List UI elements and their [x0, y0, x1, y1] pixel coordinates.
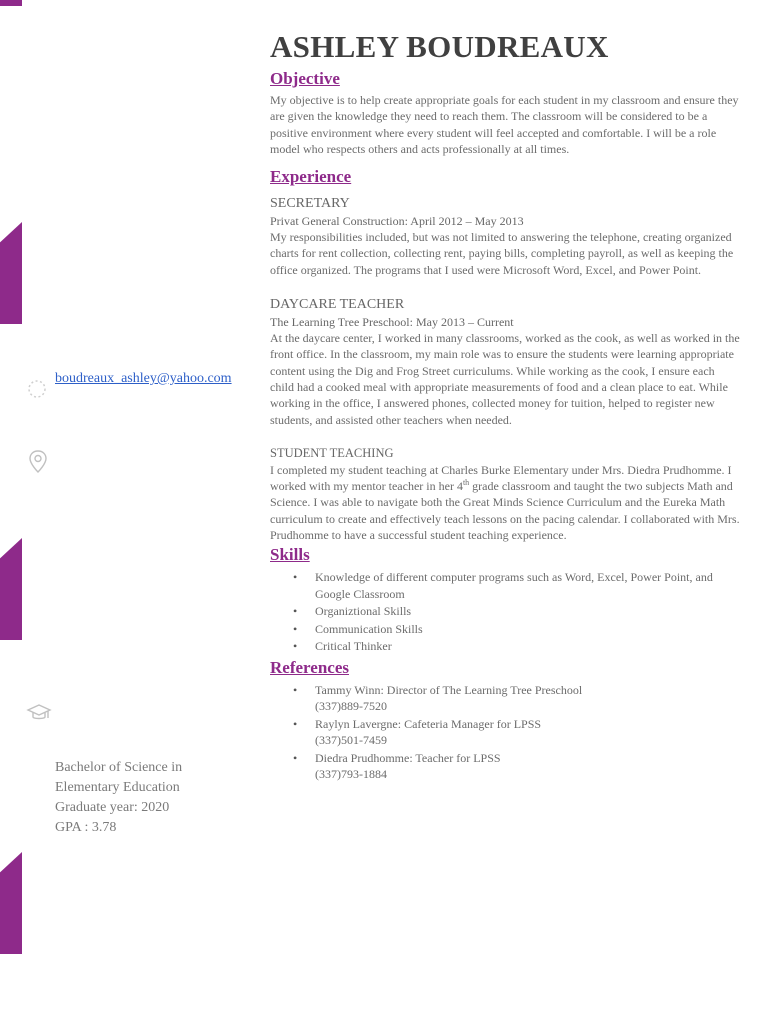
- job-employer: The Learning Tree Preschool: May 2013 – Current: [270, 315, 514, 330]
- skill-item: • Organiztional Skills: [315, 603, 740, 620]
- skill-item: • Knowledge of different computer programs such as Word, Excel, Power Point, and Google Classroom: [315, 569, 740, 602]
- email-link[interactable]: boudreaux_ashley@yahoo.com: [55, 371, 232, 386]
- skills-heading: Skills: [270, 545, 310, 565]
- job-title: SECRETARY: [270, 196, 350, 212]
- side-accent-bar: [0, 852, 22, 954]
- job-description: At the daycare center, I worked in many classrooms, worked as the cook, as well as worked in the front office. In the classroom, my main role was to ensure the students were learning appropriate content using the Dig and Frog Street curriculums. While working as the cook, I ensure each child had a cooked meal with appropriate measurements of food and a clean place to eat. While working in the office, I answered phones, collected money for tuition, helped to register new students, and assisted other teachers when needed.: [270, 331, 740, 427]
- reference-phone: (337)889-7520: [315, 699, 387, 714]
- job-entry: [270, 195, 740, 278]
- reference-name: Tammy Winn: Director of The Learning Tree Preschool: [315, 682, 583, 697]
- skills-list: [270, 569, 740, 655]
- objective-text: My objective is to help create appropriate goals for each student in my classroom and ensure they are given the knowledge they need to reach them. The classroom will be considered to be a positive environment where every student will feel accepted and comfortable. I will be a role model who respects others and acts professionally at all times.: [270, 93, 739, 156]
- job-description: My responsibilities included, but was not limited to answering the telephone, creating organized charts for rent collection, collecting rent, paying bills, completing payroll, as well as keeping the office organized. The programs that I used were Microsoft Word, Excel, and Power Point.: [270, 230, 734, 277]
- reference-item: [315, 750, 740, 783]
- reference-name: Raylyn Lavergne: Cafeteria Manager for LPSS: [315, 716, 542, 731]
- job-entry: [270, 296, 740, 428]
- reference-phone: (337)793-1884: [315, 767, 387, 782]
- education-block: [55, 758, 245, 838]
- skill-item: • Critical Thinker: [315, 638, 740, 655]
- job-entry: [270, 444, 740, 543]
- job-title: STUDENT TEACHING: [270, 445, 394, 460]
- applicant-name: ASHLEY BOUDREAUX: [270, 29, 609, 64]
- job-employer: Privat General Construction: April 2012 – May 2013: [270, 214, 524, 229]
- reference-item: [315, 716, 740, 749]
- reference-name: Diedra Prudhomme: Teacher for LPSS: [315, 750, 501, 765]
- objective-heading: Objective: [270, 69, 340, 88]
- references-list: [270, 682, 740, 783]
- side-accent-bar: [0, 538, 22, 640]
- experience-heading: Experience: [270, 167, 352, 187]
- main-column: [270, 28, 740, 784]
- job-description: I completed my student teaching at Charles Burke Elementary under Mrs. Diedra Prudhomme. I worked with my mentor teacher in her 4th grade classroom and taught the two subjects Math and Science. I was able to navigate both the Great Minds Science Curriculum and the Eureka Math curriculum to create and effectively teach lessons on the pacing calendar. I collaborated with Mrs. Prudhomme to have a successful student teaching experience.: [270, 462, 740, 543]
- degree-line: Elementary Education: [55, 780, 180, 795]
- graduate-year: Graduate year: 2020: [55, 800, 170, 815]
- job-title: DAYCARE TEACHER: [270, 297, 405, 313]
- location-pin-icon: [26, 449, 50, 473]
- side-accent-bar: [0, 222, 22, 324]
- reference-phone: (337)501-7459: [315, 733, 387, 748]
- graduation-cap-icon: [26, 701, 50, 725]
- top-accent-bar: [0, 0, 22, 6]
- skill-item: • Communication Skills: [315, 621, 740, 638]
- reference-item: [315, 682, 740, 715]
- gpa: GPA : 3.78: [55, 820, 117, 835]
- email-icon: [26, 378, 50, 402]
- references-heading: References: [270, 657, 349, 677]
- degree-line: Bachelor of Science in: [55, 760, 183, 775]
